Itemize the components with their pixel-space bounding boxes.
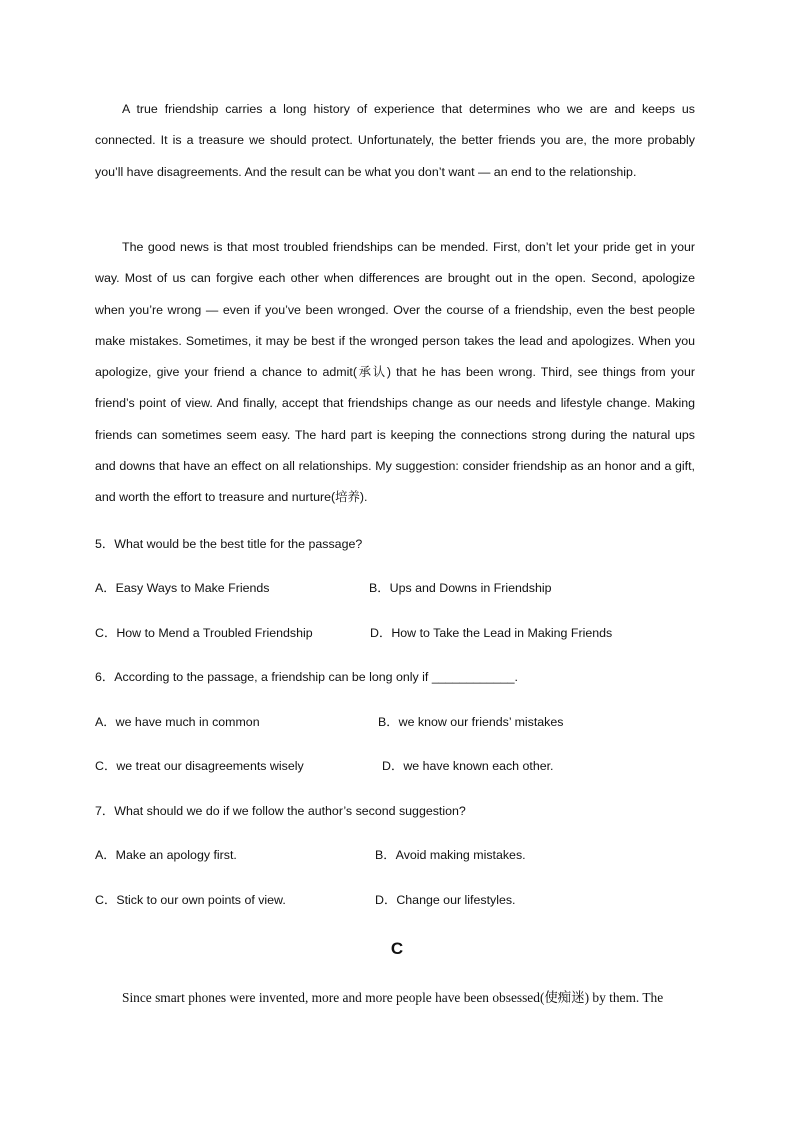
question-6-option-d: D．we have known each other. — [382, 759, 554, 773]
question-6-stem: 6．According to the passage, a friendship can be long only if ____________. — [95, 670, 518, 684]
passage-paragraph-1: A true friendship carries a long history of experience that determines who we are and keeps us connected. It is a treasure we should protect. Unfortunately, the better friends you are, the more probably you’ll have disagreements. And the result can be what you don’t want — an end to the relationship. — [95, 102, 695, 179]
question-7-option-b: B．Avoid making mistakes. — [375, 848, 526, 862]
question-7-option-a: A．Make an apology first. — [95, 848, 237, 862]
question-7-stem: 7．What should we do if we follow the author’s second suggestion? — [95, 804, 466, 818]
question-6-option-b: B．we know our friends’ mistakes — [378, 715, 564, 729]
question-7-option-c: C．Stick to our own points of view. — [95, 893, 286, 907]
question-5-option-b: B．Ups and Downs in Friendship — [369, 581, 552, 595]
question-5-option-c: C．How to Mend a Troubled Friendship — [95, 626, 313, 640]
question-5-option-a: A．Easy Ways to Make Friends — [95, 581, 270, 595]
question-6-option-a: A．we have much in common — [95, 715, 260, 729]
question-6-option-c: C．we treat our disagreements wisely — [95, 759, 304, 773]
question-7-option-d: D．Change our lifestyles. — [375, 893, 516, 907]
question-5-stem: 5．What would be the best title for the passage? — [95, 537, 363, 551]
section-c-intro: Since smart phones were invented, more and more people have been obsessed(使痴迷) by them. The — [122, 990, 664, 1005]
passage-paragraph-2: The good news is that most troubled friendships can be mended. First, don’t let your pride get in your way. Most of us can forgive each other when differences are brought out in the open. Second, apologize when you’re wrong — even if you’ve been wronged. Over the course of a friendship, even the best people make mistakes. Sometimes, it may be best if the wronged person takes the lead and apologizes. When you apologize, give your friend a chance to admit(承认) that he has been wrong. Third, see things from your friend’s point of view. And finally, accept that friendships change as our needs and lifestyle change. Making friends can sometimes seem easy. The hard part is keeping the connections strong during the natural ups and downs that have an effect on all relationships. My suggestion: consider friendship as an honor and a gift, and worth the effort to treasure and nurture(培养). — [95, 240, 695, 505]
question-5-option-d: D．How to Take the Lead in Making Friends — [370, 626, 613, 640]
section-c-heading: C — [390, 939, 404, 958]
